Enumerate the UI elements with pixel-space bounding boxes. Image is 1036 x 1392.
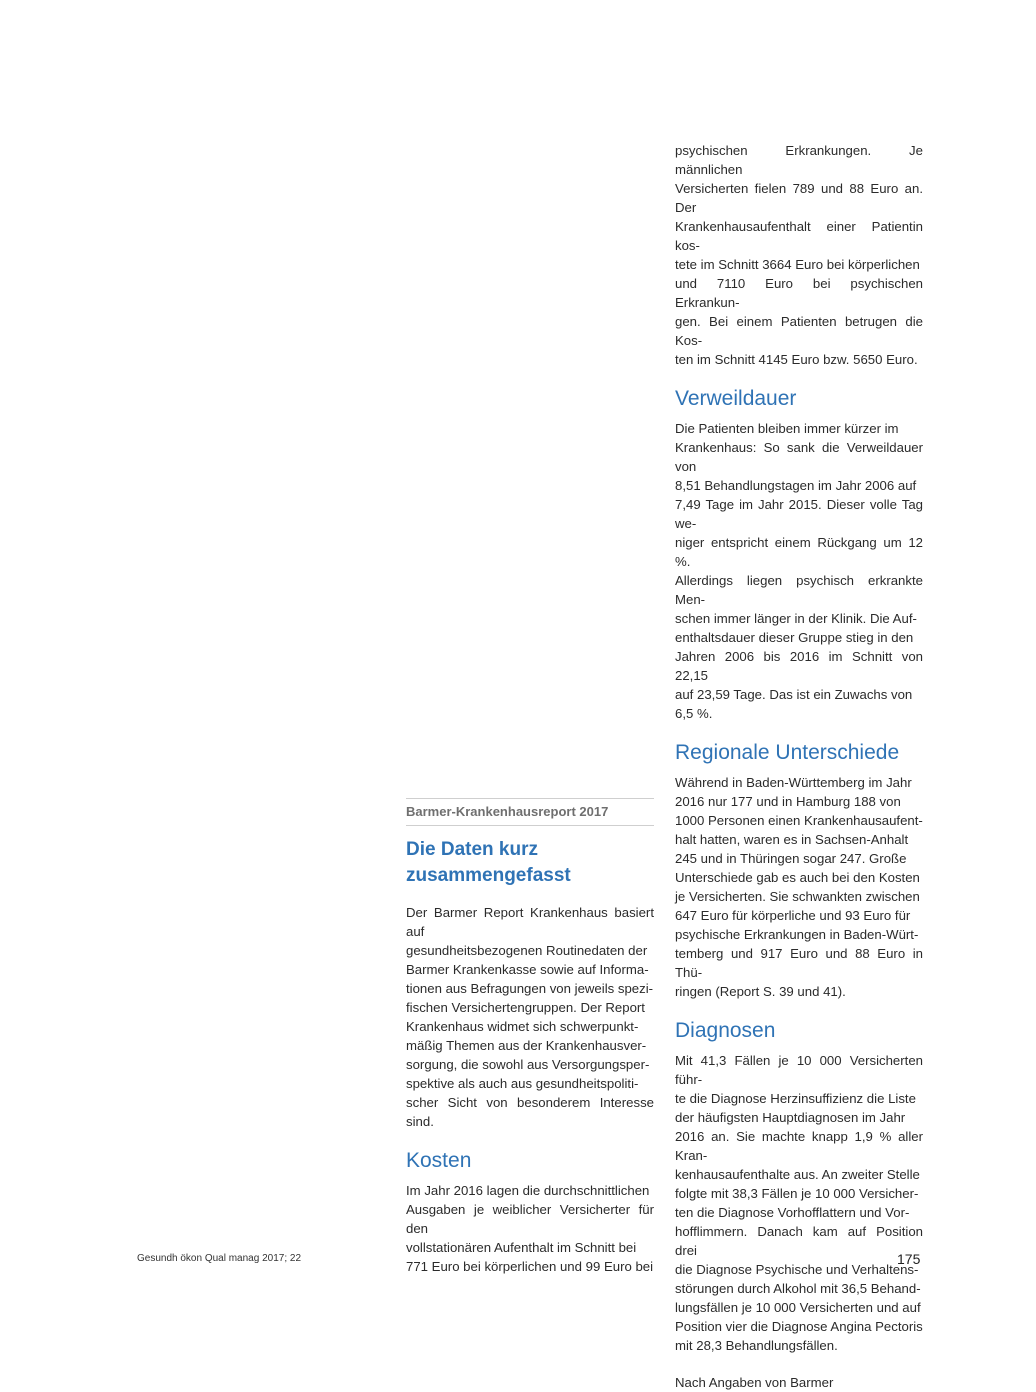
box-label: Barmer-Krankenhausreport 2017	[406, 804, 609, 819]
continuation-text: psychischen Erkrankungen. Je männlichen Versicherten fielen 789 und 88 Euro an. Der Krankenhausaufenthalt einer Patientin kos- tete im Schnitt 3664 Euro bei körperlichen und 7110 Euro bei psychischen Erkrankun- gen. Bei einem Patienten betrugen die Kos- ten im Schnitt 4145 Euro bzw. 5650 Euro.	[675, 143, 923, 367]
box-label-rule	[406, 825, 654, 826]
box-intro-text: Der Barmer Report Krankenhaus basiert auf gesundheitsbezogenen Routinedaten der Barmer Krankenkasse sowie auf Informa- tionen aus Befragungen von jeweils spezi- fischen Versichertengruppen. Der Report Krankenhaus widmet sich schwerpunkt- mäßig Themen aus der Krankenhausver- sorgung, die sowohl aus Versorgungsper- spektive als auch aus gesundheitspoliti- scher Sicht von besonderem Interesse sind.	[406, 905, 654, 1129]
right-column	[675, 141, 923, 1392]
verweildauer-text: Die Patienten bleiben immer kürzer im Krankenhaus: So sank die Verweildauer von 8,51 Behandlungstagen im Jahr 2006 auf 7,49 Tage im Jahr 2015. Dieser volle Tag we- niger entspricht einem Rückgang um 12 %. Allerdings liegen psychisch erkrankte Men- schen immer länger in der Klinik. Die Auf- enthaltsdauer dieser Gruppe stieg in den Jahren 2006 bis 2016 im Schnitt von 22,15 auf 23,59 Tage. Das ist ein Zuwachs von 6,5 %.	[675, 421, 923, 721]
journal-citation: Gesundh ökon Qual manag 2017; 22	[137, 1253, 302, 1264]
kosten-heading: Kosten	[406, 1149, 472, 1172]
kosten-text: Im Jahr 2016 lagen die durchschnittlichen Ausgaben je weiblicher Versicherter für den vollstationären Aufenthalt im Schnitt bei 771 Euro bei körperlichen und 99 Euro bei	[406, 1183, 654, 1274]
regionale-text: Während in Baden-Württemberg im Jahr 2016 nur 177 und in Hamburg 188 von 1000 Personen einen Krankenhausaufent- halt hatten, waren es in Sachsen-Anhalt 245 und in Thüringen sogar 247. Große Unterschiede gab es auch bei den Kosten je Versicherten. Sie schwankten zwischen 647 Euro für körperliche und 93 Euro für psychische Erkrankungen in Baden-Würt- temberg und 917 Euro und 88 Euro in Thü- ringen (Report S. 39 und 41).	[675, 775, 923, 999]
summary-box	[406, 798, 654, 1276]
source-note: Nach Angaben von Barmer	[675, 1375, 834, 1390]
regionale-heading: Regionale Unterschiede	[675, 741, 900, 764]
verweildauer-heading: Verweildauer	[675, 387, 797, 410]
diagnosen-text: Mit 41,3 Fällen je 10 000 Versicherten führ- te die Diagnose Herzinsuffizienz die Liste der häufigsten Hauptdiagnosen im Jahr 2016 an. Sie machte knapp 1,9 % aller Kran- kenhausaufenthalte aus. An zweiter Stelle folgte mit 38,3 Fällen je 10 000 Versicher- ten die Diagnose Vorhofflattern und Vor- hofflimmern. Danach kam auf Position drei die Diagnose Psychische und Verhaltens- störungen durch Alkohol mit 36,5 Behand- lungsfällen je 10 000 Versicherten und auf Position vier die Diagnose Angina Pectoris mit 28,3 Behandlungsfällen.	[675, 1053, 923, 1353]
page-number: 175	[897, 1251, 921, 1267]
box-title: Die Daten kurz zusammengefasst	[406, 839, 571, 886]
diagnosen-heading: Diagnosen	[675, 1019, 776, 1042]
